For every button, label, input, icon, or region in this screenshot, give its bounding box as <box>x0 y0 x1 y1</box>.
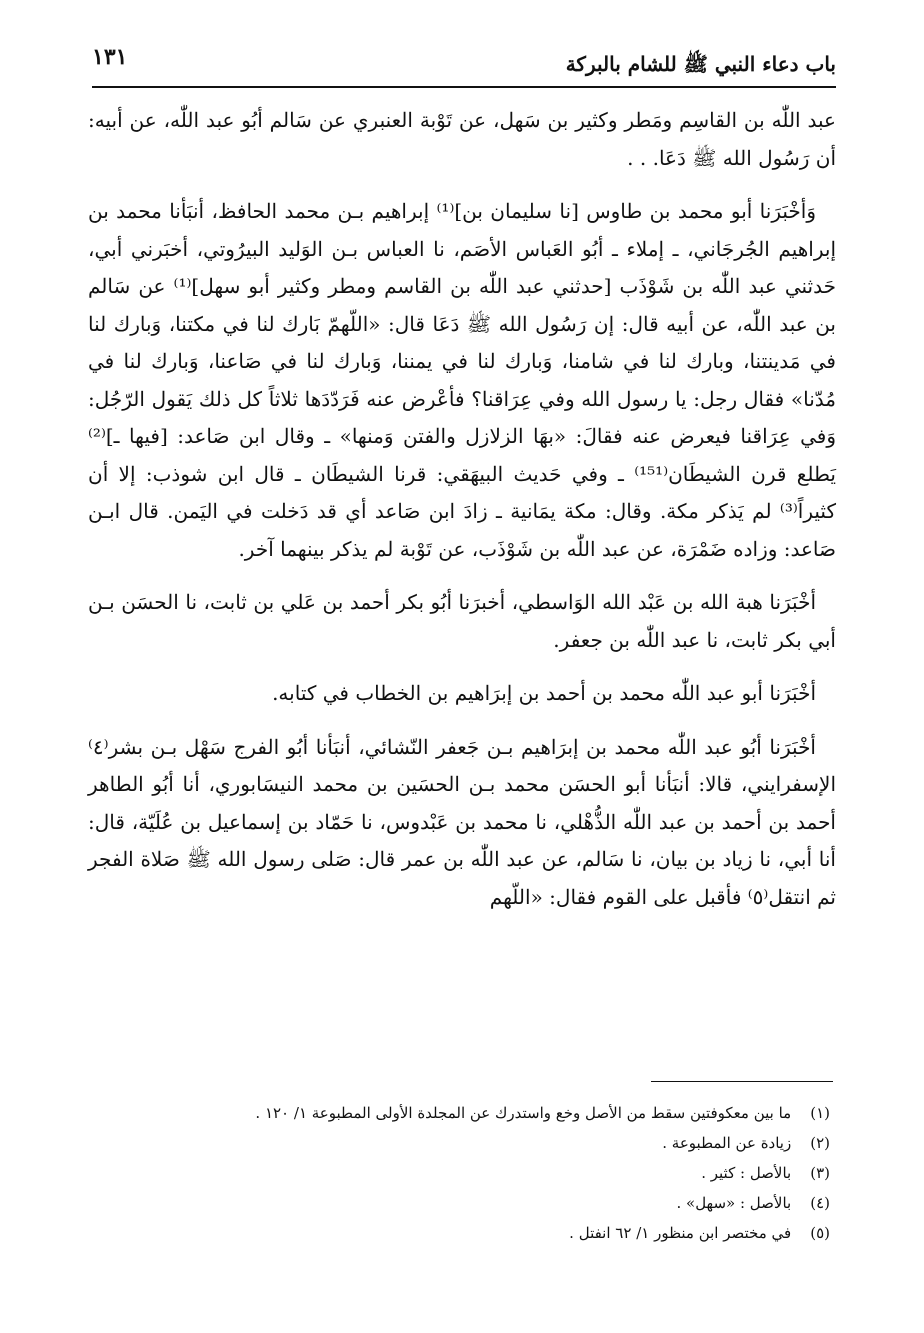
chapter-title: باب دعاء النبي ﷺ للشام بالبركة <box>565 52 836 76</box>
footnote <box>100 1128 830 1158</box>
footnote <box>100 1158 830 1188</box>
footnote-number: (٢) <box>810 1134 830 1152</box>
footnote-number: (٥) <box>810 1224 830 1242</box>
footnote <box>100 1218 830 1248</box>
footnote-text: في مختصر ابن منظور ١/ ٦٢ انفتل . <box>569 1224 792 1242</box>
paragraph: وَأخْبَرَنا أبو محمد بن طاوس [نا سليمان بن]⁽¹⁾ إبراهيم بـن محمد الحافظ، أنبَأنا محمد بن إبراهيم الجُرجَاني، ـ إملاء ـ أبُو العَباس الأصَم، نا العباس بـن الوَليد البيرُوتي، أخبَرني أبي، حَدثني عبد اللّٰه بن شَوْذَب [حدثني عبد اللّٰه بن القاسم ومطر وكثير أبو سهل]⁽¹⁾ عن سَالم بن عبد اللّٰه، عن أبيه قال: إن رَسُول الله ﷺ دَعَا قال: «اللّهمّ بَارك لنا في مكتنا، وَبارك لنا في مَدينتنا، وبارك لنا في شامنا، وَبارك لنا في يمننا، وَبارك لنا في صَاعنا، وَبارك لنا في مُدّنا» فقال رجل: يا رسول الله وفي عِرَاقنا؟ فأعْرض عنه فَرَدّدَها ثلاثاً كل ذلك يَقول الرّجُل: وَفي عِرَاقنا فيعرض عنه فقالَ: «بهَا الزلازل والفتن وَمنها» ـ وقال ابن صَاعد: [فيها ـ]⁽²⁾ يَطلع قرن الشيطَان⁽¹⁵¹⁾ ـ وفي حَديث البيهَقي: قرنا الشيطَان ـ قال ابن شوذب: إلا أن كثيراً⁽³⁾ لم يَذكر مكة. وقال: مكة يمَانية ـ زادَ ابن صَاعد أي قد دَخلت في اليَمن. قال ابـن صَاعد: وزاده ضَمْرَة، عن عبد اللّٰه بن شَوْذَب، عن تَوْبة لم يذكر بينهما آخر. <box>88 199 836 561</box>
page-number: ١٣١ <box>92 44 128 70</box>
footnote-text: بالأصل : «سهل» . <box>676 1194 792 1212</box>
paragraph: عبد اللّٰه بن القاسِم ومَطر وكثير بن سَهل، عن تَوْبة العنبري عن سَالم أبُو عبد اللّٰه، عن أبيه: أن رَسُول الله ﷺ دَعَا. . . <box>88 108 836 170</box>
paragraph: أخْبَرَنا أبُو عبد اللّٰه محمد بن إبرَاهيم بـن جَعفر النّشائي، أنبَأنا أبُو الفرج سَهْل بـن بشر⁽٤⁾ الإسفرايني، قالا: أنبَأنا أبو الحسَن محمد بـن الحسَين بن محمد النيسَابوري، أنا أبُو الطاهر أحمد بن أحمد بن عبد اللّٰه الذُّهْلي، نا محمد بن عَبْدوس، نا حَمّاد بن إسماعيل بن عُلَيّة، قال: أنا أبي، نا زياد بن بيان، نا سَالم، عن عبد اللّٰه بن عمر قال: صَلى رسول الله ﷺ صَلاة الفجر ثم انتقل⁽٥⁾ فأقبل على القوم فقال: «اللّهم <box>88 734 836 909</box>
footnote-number: (٣) <box>810 1164 830 1182</box>
running-header <box>92 42 836 88</box>
footnote-text: بالأصل : كثير . <box>701 1164 792 1182</box>
footnote-number: (١) <box>810 1104 830 1122</box>
footnote-text: زيادة عن المطبوعة . <box>662 1134 792 1152</box>
main-text <box>88 102 836 916</box>
footnote <box>100 1098 830 1128</box>
footnote <box>100 1188 830 1218</box>
footnote-separator <box>651 1081 833 1082</box>
paragraph: أخْبَرَنا أبو عبد اللّٰه محمد بن أحمد بن إبرَاهيم بن الخطاب في كتابه. <box>272 681 816 705</box>
footnote-number: (٤) <box>810 1194 830 1212</box>
paragraph: أخْبَرَنا هبة الله بن عَبْد الله الوَاسطي، أخبرَنا أبُو بكر أحمد بن عَلي بن ثابت، نا الحسَن بـن أبي بكر ثابت، نا عبد اللّٰه بن جعفر. <box>88 590 836 652</box>
footnotes <box>100 1098 830 1248</box>
footnote-text: ما بين معكوفتين سقط من الأصل وخع واستدرك عن المجلدة الأولى المطبوعة ١/ ١٢٠ . <box>255 1104 792 1122</box>
